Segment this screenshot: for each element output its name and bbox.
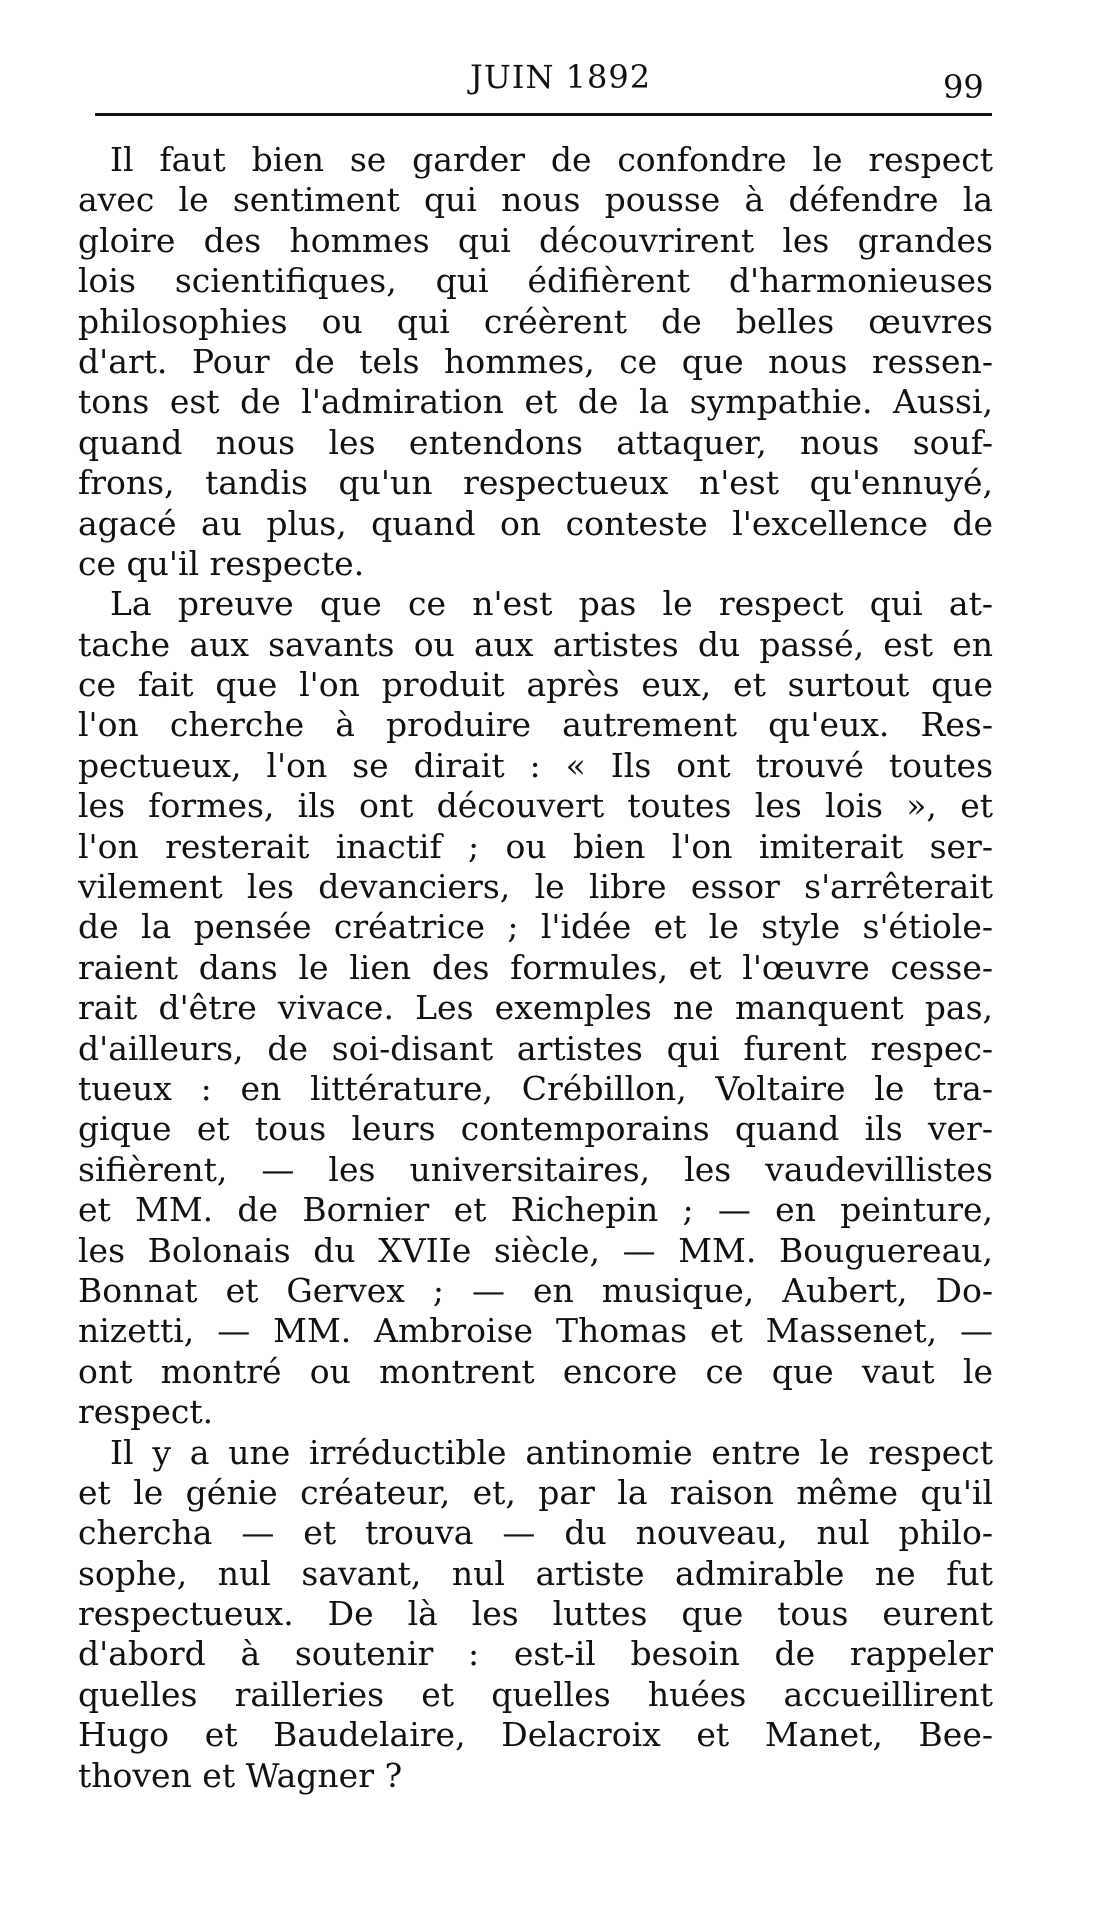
paragraph (78, 1433, 993, 1797)
text-line: thoven et Wagner ? (78, 1755, 403, 1795)
text-line: ce qu'il respecte. (78, 543, 365, 583)
text-line: gique et tous leurs contemporains quand ils ver- (78, 1109, 993, 1149)
text-line: La preuve que ce n'est pas le respect qui at- (110, 584, 993, 624)
running-title: JUIN 1892 (470, 58, 652, 96)
text-line: de la pensée créatrice ; l'idée et le style s'étiole- (78, 907, 993, 947)
header-rule (95, 113, 992, 116)
text-line: lois scientifiques, qui édifièrent d'harmonieuses (78, 261, 993, 301)
running-header (95, 58, 995, 108)
text-line: gloire des hommes qui découvrirent les grandes (78, 220, 993, 260)
text-line: avec le sentiment qui nous pousse à défendre la (78, 180, 993, 220)
text-line: frons, tandis qu'un respectueux n'est qu'ennuyé, (78, 463, 993, 503)
text-line: respectueux. De là les luttes que tous eurent (78, 1594, 993, 1634)
text-line: rait d'être vivace. Les exemples ne manquent pas, (78, 988, 993, 1028)
text-line: nizetti, — MM. Ambroise Thomas et Massenet, — (78, 1311, 993, 1351)
text-line: pectueux, l'on se dirait : « Ils ont trouvé toutes (78, 745, 993, 785)
paragraph (78, 584, 993, 1432)
text-line: d'abord à soutenir : est-il besoin de rappeler (78, 1634, 993, 1674)
text-line: l'on resterait inactif ; ou bien l'on imiterait ser- (78, 826, 993, 866)
body-text (78, 140, 993, 1796)
text-line: d'ailleurs, de soi-disant artistes qui furent respec- (78, 1028, 993, 1068)
text-line: sophe, nul savant, nul artiste admirable ne fut (78, 1553, 993, 1593)
text-line: tache aux savants ou aux artistes du passé, est en (78, 624, 993, 664)
text-line: Il faut bien se garder de confondre le respect (110, 140, 993, 179)
text-line: raient dans le lien des formules, et l'œuvre cesse- (78, 947, 993, 987)
text-line: les Bolonais du XVIIe siècle, — MM. Bouguereau, (78, 1230, 993, 1270)
text-line: tueux : en littérature, Crébillon, Voltaire le tra- (78, 1068, 993, 1108)
text-line: Bonnat et Gervex ; — en musique, Aubert, Do- (78, 1270, 993, 1310)
text-line: agacé au plus, quand on conteste l'excellence de (78, 503, 993, 543)
text-line: Hugo et Baudelaire, Delacroix et Manet, Bee- (78, 1715, 993, 1755)
text-line: et MM. de Bornier et Richepin ; — en peinture, (78, 1190, 993, 1230)
text-line: chercha — et trouva — du nouveau, nul philo- (78, 1513, 993, 1553)
text-line: respect. (78, 1392, 214, 1432)
text-line: ont montré ou montrent encore ce que vaut le (78, 1351, 993, 1391)
text-line: les formes, ils ont découvert toutes les lois », et (78, 786, 993, 826)
text-line: quelles railleries et quelles huées accueillirent (78, 1674, 993, 1714)
page-number: 99 (943, 68, 984, 106)
text-line: ce fait que l'on produit après eux, et surtout que (78, 665, 993, 705)
text-line: d'art. Pour de tels hommes, ce que nous ressen- (78, 341, 993, 381)
text-line: vilement les devanciers, le libre essor s'arrêterait (78, 867, 993, 907)
paragraph (78, 140, 993, 584)
text-line: et le génie créateur, et, par la raison même qu'il (78, 1472, 993, 1512)
text-line: Il y a une irréductible antinomie entre le respect (110, 1432, 993, 1472)
text-line: tons est de l'admiration et de la sympathie. Aussi, (78, 382, 993, 422)
text-line: quand nous les entendons attaquer, nous souf- (78, 422, 993, 462)
text-line: l'on cherche à produire autrement qu'eux. Res- (78, 705, 993, 745)
text-line: sifièrent, — les universitaires, les vaudevillistes (78, 1149, 993, 1189)
text-line: philosophies ou qui créèrent de belles œuvres (78, 301, 993, 341)
